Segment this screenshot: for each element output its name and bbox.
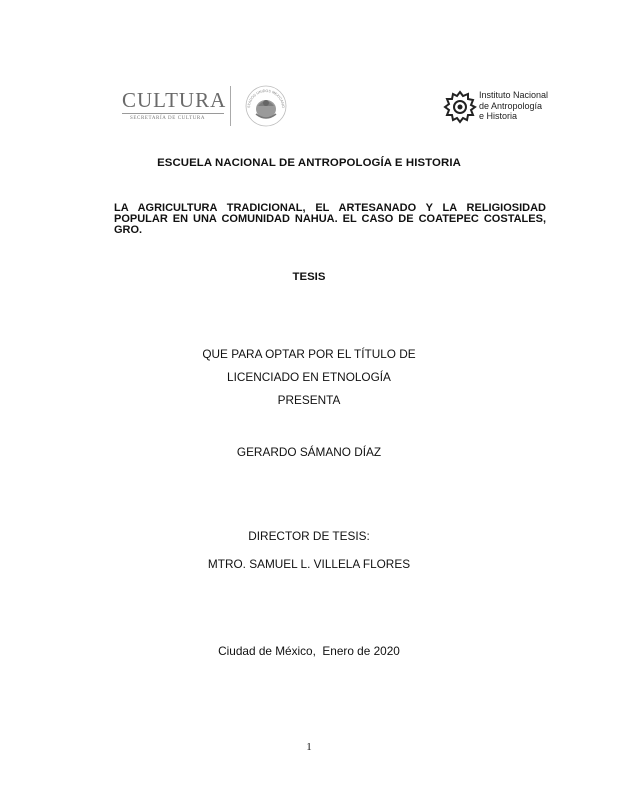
cultura-logo (118, 84, 298, 128)
degree-line-2: LICENCIADO EN ETNOLOGÍA (227, 370, 391, 384)
cultura-wordmark: CULTURA (122, 88, 227, 112)
mexican-coat-of-arms-icon (244, 84, 288, 128)
document-type: TESIS (292, 271, 326, 283)
inah-emblem-icon (443, 90, 477, 124)
degree-line-1: QUE PARA OPTAR POR EL TÍTULO DE (202, 347, 416, 361)
thesis-title: LA AGRICULTURA TRADICIONAL, EL ARTESANADO Y LA RELIGIOSIDAD POPULAR EN UNA COMUNIDAD NAHUA. EL CASO DE COATEPEC COSTALES, GRO. (114, 202, 546, 236)
inah-line-2: de Antropología (479, 100, 543, 111)
author-name: GERARDO SÁMANO DÍAZ (236, 445, 382, 459)
degree-line-3: PRESENTA (277, 393, 341, 407)
page-number: 1 (306, 741, 312, 753)
inah-line-1: Instituto Nacional (479, 90, 549, 100)
seal-text: STADOS UNIDOS MEXICANO (246, 88, 286, 109)
inah-name (479, 90, 548, 122)
inah-logo (443, 89, 553, 125)
cultura-subtitle: SECRETARÍA DE CULTURA (130, 116, 206, 121)
place-and-date: Ciudad de México, Enero de 2020 (218, 644, 400, 658)
director-name: MTRO. SAMUEL L. VILLELA FLORES (207, 557, 411, 571)
school-name: ESCUELA NACIONAL DE ANTROPOLOGÍA E HISTORIA (157, 157, 461, 169)
inah-line-3: e Historia (479, 111, 518, 121)
logo-divider (230, 86, 231, 126)
cultura-rule (122, 113, 224, 114)
director-label: DIRECTOR DE TESIS: (248, 529, 370, 543)
